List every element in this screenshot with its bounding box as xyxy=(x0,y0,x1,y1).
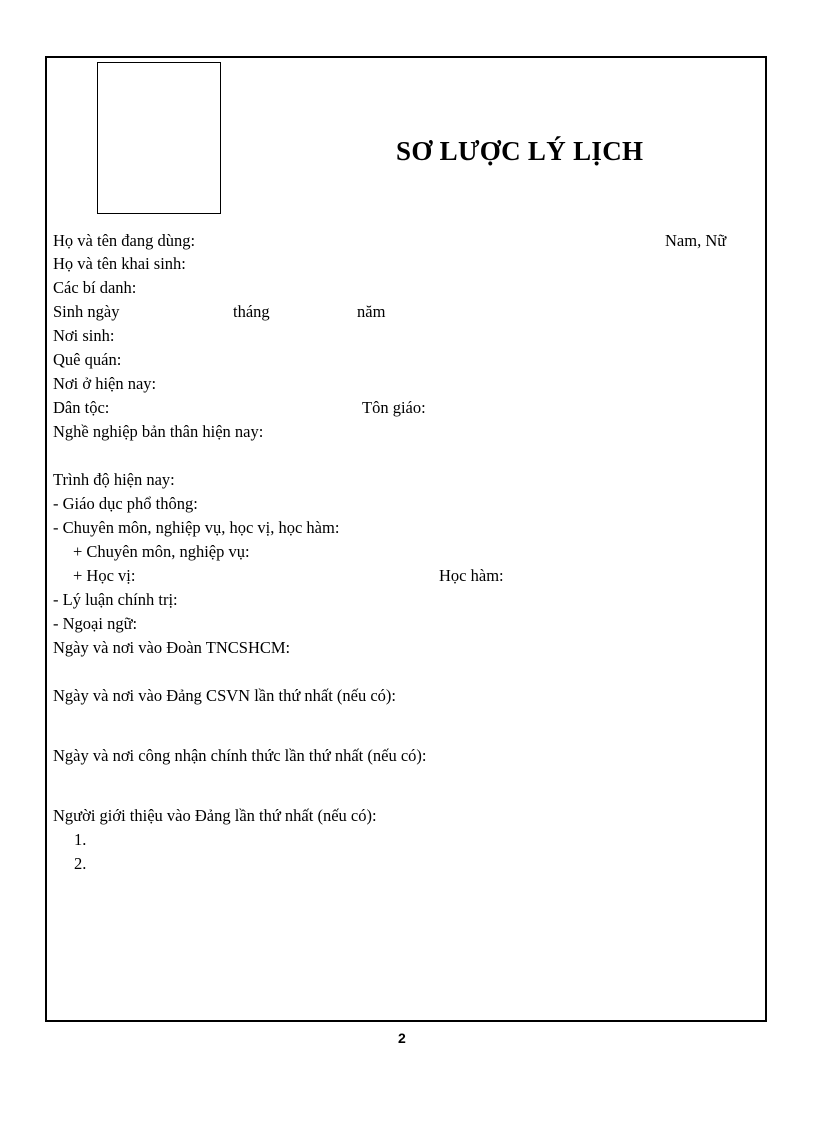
field-birth-day: Sinh ngày xyxy=(53,302,120,321)
field-specialty: + Chuyên môn, nghiệp vụ: xyxy=(73,542,250,561)
field-religion: Tôn giáo: xyxy=(362,398,426,417)
field-aliases: Các bí danh: xyxy=(53,278,137,297)
field-professional-degree: - Chuyên môn, nghiệp vụ, học vị, học hàm: xyxy=(53,518,340,537)
field-general-education: - Giáo dục phổ thông: xyxy=(53,494,198,513)
field-birth-year: năm xyxy=(357,302,386,321)
field-birthplace: Nơi sinh: xyxy=(53,326,115,345)
field-birth-name: Họ và tên khai sinh: xyxy=(53,254,186,273)
field-party-admission: Ngày và nơi vào Đảng CSVN lần thứ nhất (nếu có): xyxy=(53,686,397,705)
field-introducers: Người giới thiệu vào Đảng lần thứ nhất (nếu có): xyxy=(53,806,377,825)
page-number: 2 xyxy=(398,1030,406,1046)
introducer-item-1: 1. xyxy=(74,830,87,849)
photo-placeholder xyxy=(97,62,221,214)
field-foreign-language: - Ngoại ngữ: xyxy=(53,614,138,633)
field-residence: Nơi ở hiện nay: xyxy=(53,374,157,393)
field-current-name: Họ và tên đang dùng: xyxy=(53,231,196,250)
field-occupation: Nghề nghiệp bản thân hiện nay: xyxy=(53,422,264,441)
document-title: SƠ LƯỢC LÝ LỊCH xyxy=(396,136,644,166)
field-official-recognition: Ngày và nơi công nhận chính thức lần thứ nhất (nếu có): xyxy=(53,746,427,765)
field-youth-union: Ngày và nơi vào Đoàn TNCSHCM: xyxy=(53,638,291,657)
field-degree: + Học vị: xyxy=(73,566,136,585)
field-political-theory: - Lý luận chính trị: xyxy=(53,590,178,609)
field-ethnicity: Dân tộc: xyxy=(53,398,110,417)
section-education-level: Trình độ hiện nay: xyxy=(53,470,175,489)
introducer-item-2: 2. xyxy=(74,854,87,873)
field-hometown: Quê quán: xyxy=(53,350,122,369)
field-gender: Nam, Nữ xyxy=(665,231,727,250)
field-academic-title: Học hàm: xyxy=(439,566,504,585)
field-birth-month: tháng xyxy=(233,302,270,321)
